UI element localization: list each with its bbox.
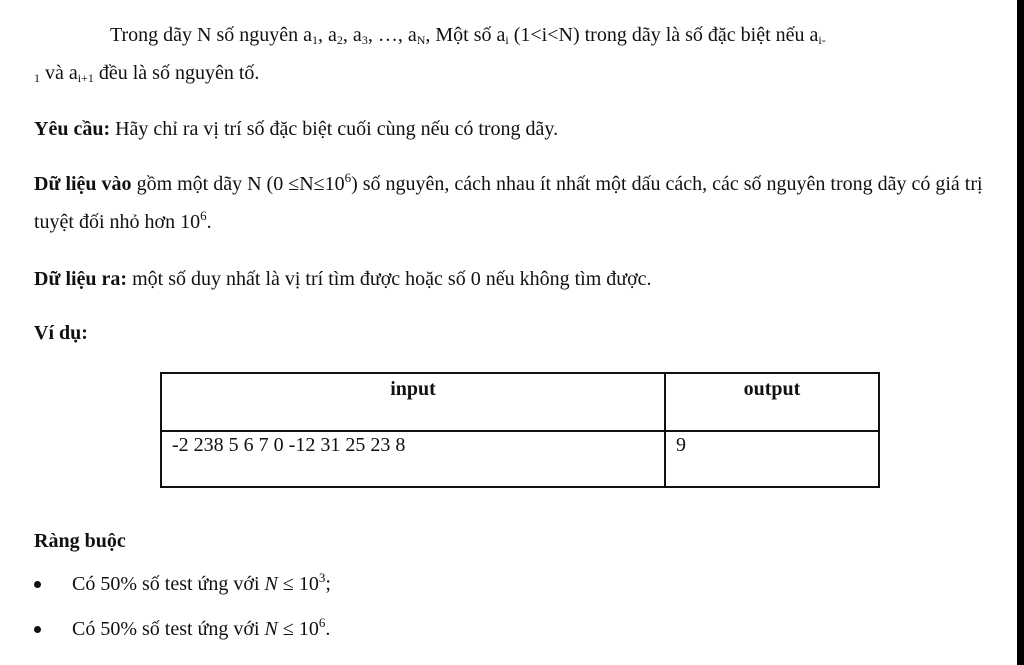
- intro-paragraph: Trong dãy N số nguyên $a_1$, $a_2$, $a_3$, …, $a_N$, Một số $a_i$ (1<i<N) trong dãy là số đặc biệt nếu $a_{i-}$ $_1$ và $a_{i+1}$ đều là số nguyên tố.: [34, 24, 826, 85]
- example-table: [160, 372, 880, 488]
- table-cell-output: 9: [665, 431, 879, 487]
- constraints-heading: Ràng buộc: [34, 530, 126, 552]
- table-header-output: output: [665, 373, 879, 431]
- table-cell-input: -2 238 5 6 7 0 -12 31 25 23 8: [161, 431, 665, 487]
- bullet-icon: [34, 581, 41, 588]
- constraint-text: Có 50% số test ứng với $N \le 10^3$;: [72, 570, 331, 595]
- table-row: [161, 431, 879, 487]
- requirement-label: Yêu cầu:: [34, 118, 111, 140]
- requirement-paragraph: Yêu cầu: Hãy chỉ ra vị trí số đặc biệt cuối cùng nếu có trong dãy.: [34, 118, 559, 140]
- table-header-input: input: [161, 373, 665, 431]
- table-header-row: [161, 373, 879, 431]
- input-spec-paragraph: Dữ liệu vào gồm một dãy N $(0 \le N\le 10^6)$ số nguyên, cách nhau ít nhất một dấu cách, các số nguyên trong dãy có giá trị tuyệt đối nhỏ hơn $10^6$.: [34, 170, 983, 233]
- example-heading: Ví dụ:: [34, 322, 88, 344]
- output-spec-label: Dữ liệu ra:: [34, 268, 128, 290]
- window-edge: [1017, 0, 1024, 665]
- input-spec-label: Dữ liệu vào: [34, 173, 132, 195]
- output-spec-paragraph: Dữ liệu ra: một số duy nhất là vị trí tìm được hoặc số 0 nếu không tìm được.: [34, 268, 652, 290]
- constraint-text: Có 50% số test ứng với $N \le 10^6$.: [72, 615, 331, 640]
- bullet-icon: [34, 626, 41, 633]
